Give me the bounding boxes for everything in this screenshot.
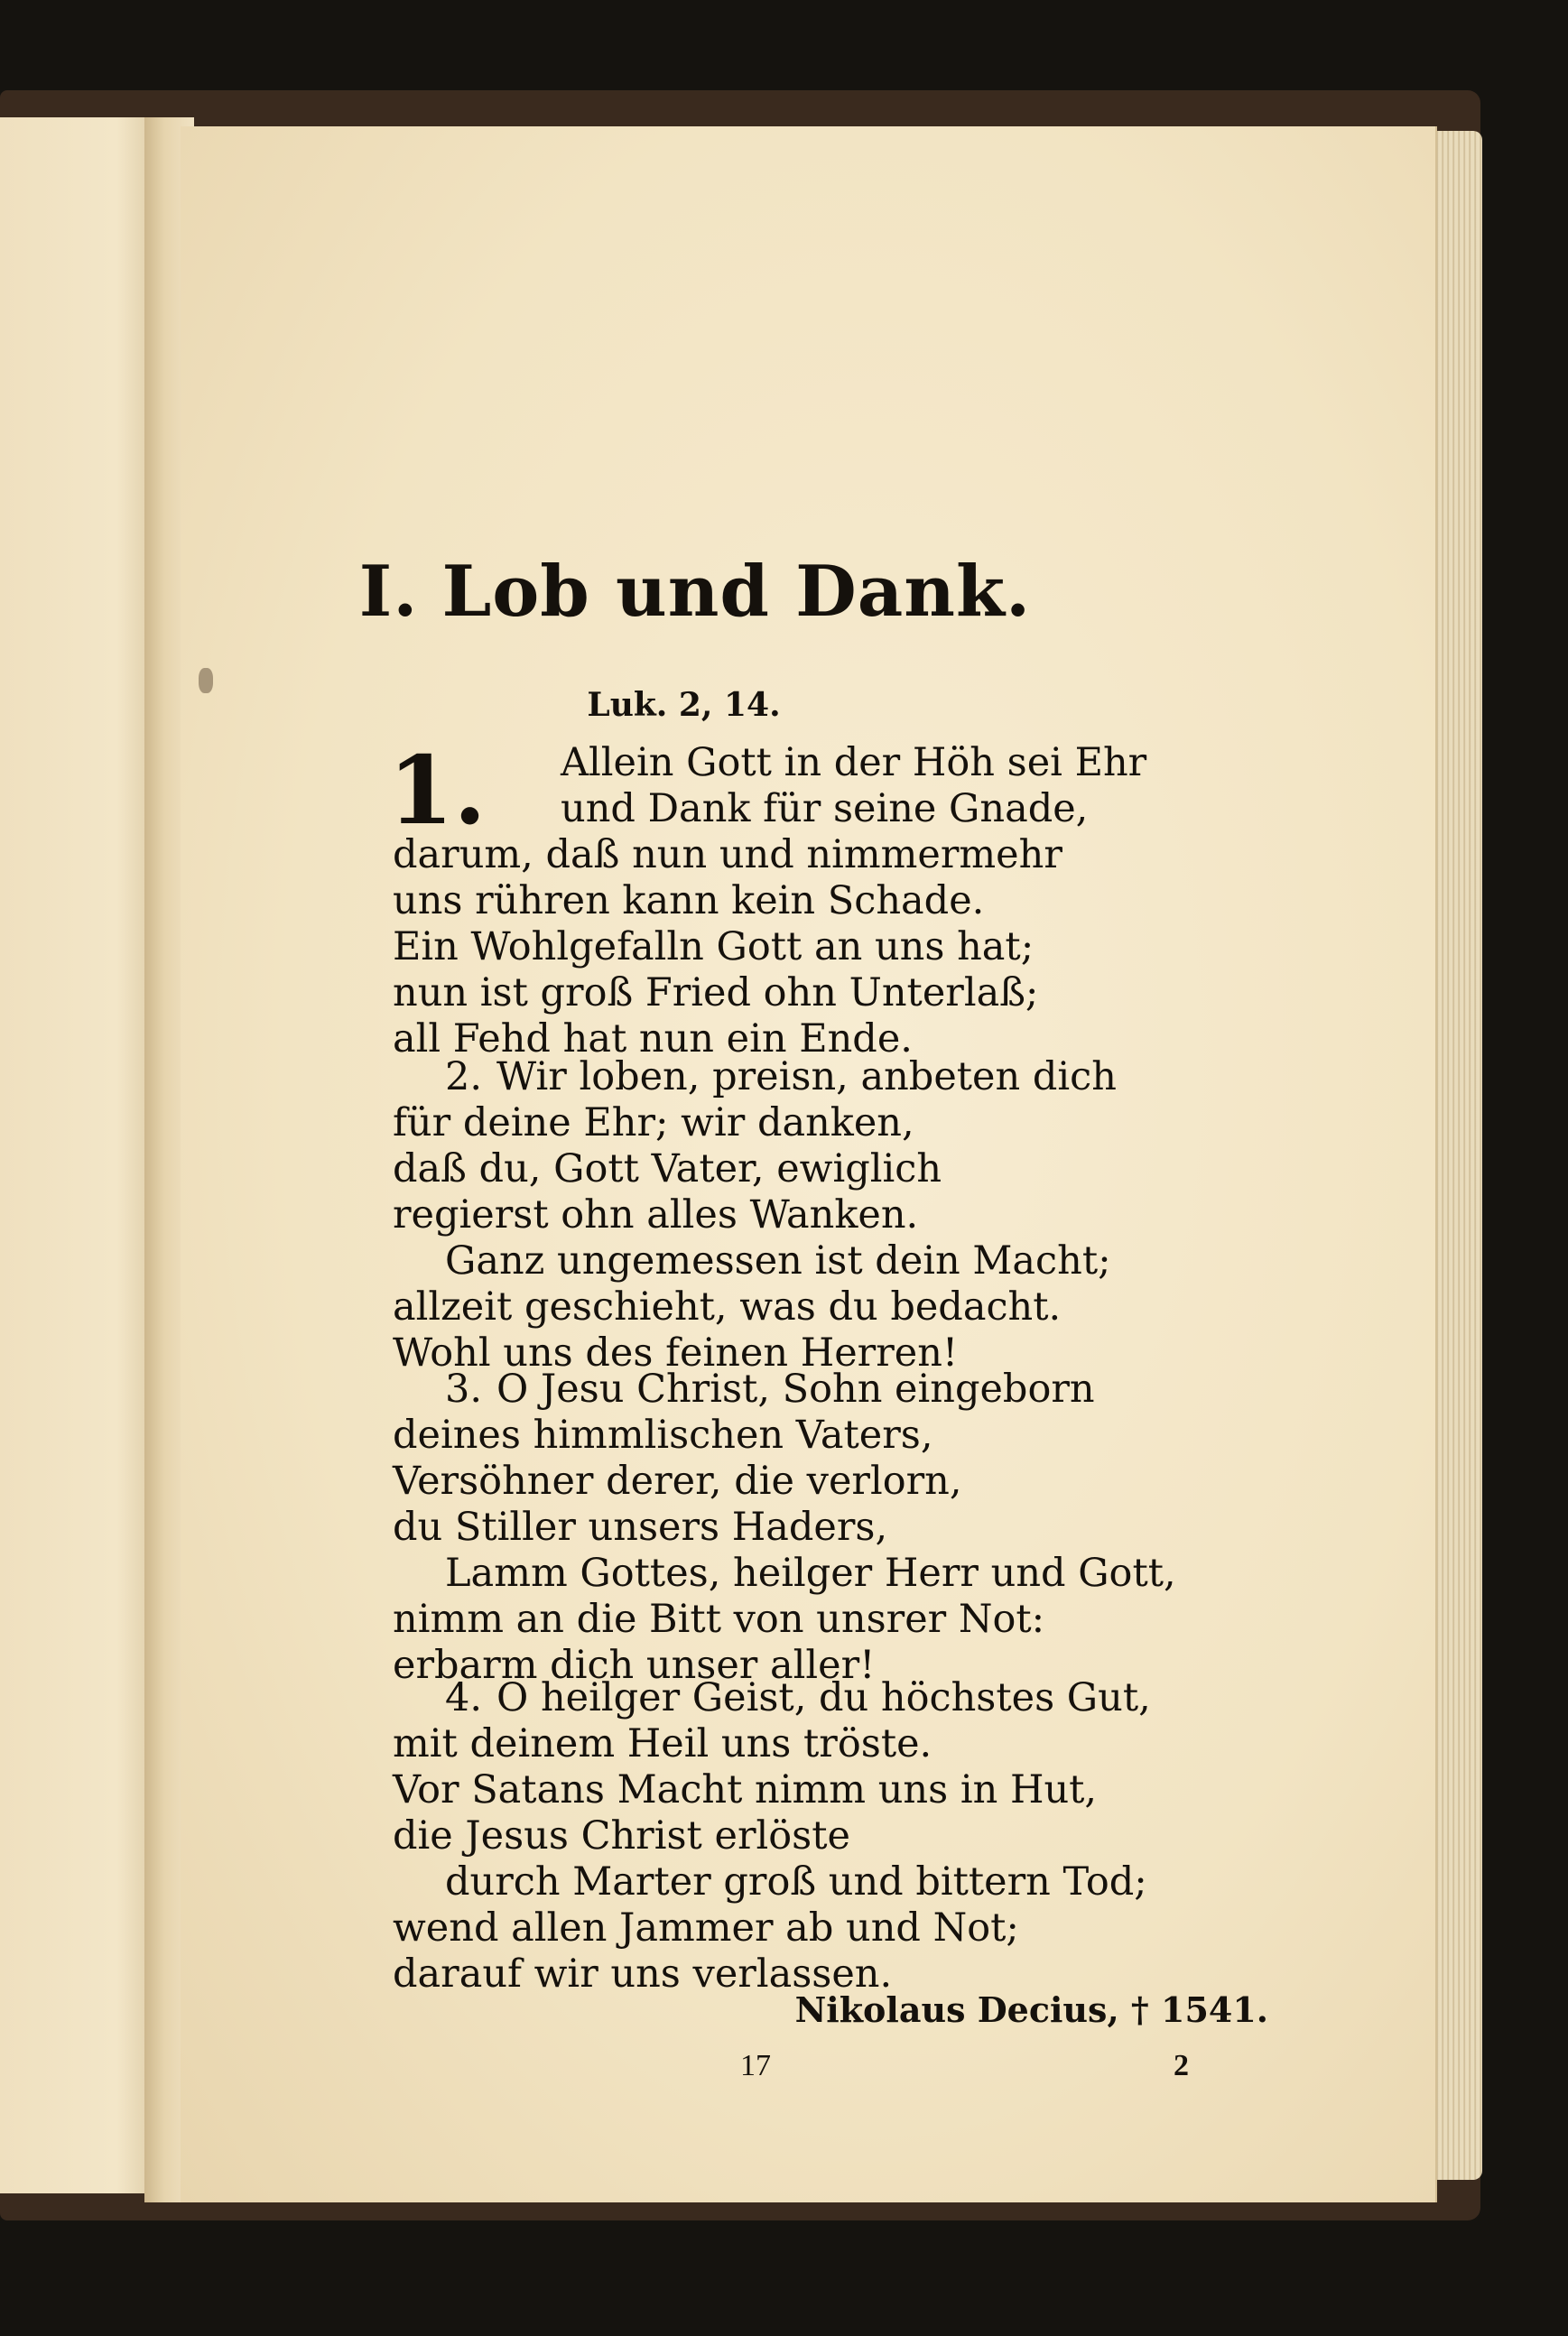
- verse-number-4: 4.: [445, 1675, 483, 1720]
- verse-line: deines himmlischen Vaters,: [393, 1413, 933, 1458]
- verse-first-line: [393, 1675, 1359, 1721]
- verse-line: mit deinem Heil uns tröste.: [393, 1721, 932, 1766]
- verse-line: darum, daß nun und nimmermehr: [393, 832, 1062, 877]
- verse-line: Ganz ungemessen ist dein Macht;: [445, 1238, 1111, 1284]
- section-heading: [181, 551, 1210, 633]
- verse-line: O heilger Geist, du höchstes Gut,: [496, 1675, 1151, 1720]
- verse-line: Versöhner derer, die verlorn,: [393, 1459, 962, 1504]
- verse-line: für deine Ehr; wir danken,: [393, 1100, 914, 1145]
- verse-line: daß du, Gott Vater, ewiglich: [393, 1146, 942, 1191]
- verse-1-head: [393, 740, 1146, 832]
- hymnal-page: [181, 126, 1437, 2202]
- facing-page-left: [0, 117, 167, 2193]
- verse-line: du Stiller unsers Haders,: [393, 1505, 888, 1550]
- verse-line: und Dank für seine Gnade,: [561, 786, 1089, 831]
- section-title: Lob und Dank.: [441, 551, 1032, 633]
- verse-number-3: 3.: [445, 1367, 483, 1412]
- verse-number-2: 2.: [445, 1054, 483, 1099]
- verse-2: [393, 1054, 1359, 1377]
- verse-line: Ein Wohlgefalln Gott an uns hat;: [393, 924, 1035, 969]
- verse-first-line: [393, 1367, 1359, 1413]
- scripture-reference: Luk. 2, 14.: [587, 686, 781, 724]
- verse-1-body: [393, 832, 1062, 1062]
- section-numeral: I.: [358, 551, 419, 633]
- verse-line: erbarm dich unser aller!: [393, 1643, 876, 1688]
- verse-number-1: 1.: [388, 735, 487, 846]
- verse-line: uns rühren kann kein Schade.: [393, 878, 985, 923]
- verse-line: Wir loben, preisn, anbeten dich: [496, 1054, 1117, 1099]
- verse-line: durch Marter groß und bittern Tod;: [445, 1859, 1147, 1905]
- verse-line: Vor Satans Macht nimm uns in Hut,: [393, 1767, 1098, 1812]
- verse-line: Allein Gott in der Höh sei Ehr: [561, 740, 1147, 785]
- verse-line: wend allen Jammer ab und Not;: [393, 1905, 1019, 1951]
- verse-line: all Fehd hat nun ein Ende.: [393, 1016, 913, 1061]
- page-content: [181, 126, 1435, 2202]
- verse-line: Wohl uns des feinen Herren!: [393, 1330, 959, 1376]
- verse-line: Lamm Gottes, heilger Herr und Gott,: [445, 1551, 1176, 1596]
- verse-3: [393, 1367, 1359, 1689]
- author-attribution: Nikolaus Decius, † 1541.: [794, 1989, 1268, 2030]
- signature-mark: 2: [1174, 2049, 1189, 2082]
- verse-line: nimm an die Bitt von unsrer Not:: [393, 1597, 1045, 1642]
- verse-line: allzeit geschieht, was du bedacht.: [393, 1284, 1062, 1330]
- verse-line: nun ist groß Fried ohn Unterlaß;: [393, 970, 1039, 1015]
- verse-line: darauf wir uns verlassen.: [393, 1951, 893, 1997]
- verse-line: O Jesu Christ, Sohn eingeborn: [496, 1367, 1095, 1412]
- page-number: 17: [740, 2049, 771, 2082]
- verse-first-line: [393, 1054, 1359, 1100]
- verse-4: [393, 1675, 1359, 1998]
- verse-line: die Jesus Christ erlöste: [393, 1813, 850, 1859]
- verse-line: regierst ohn alles Wanken.: [393, 1192, 919, 1238]
